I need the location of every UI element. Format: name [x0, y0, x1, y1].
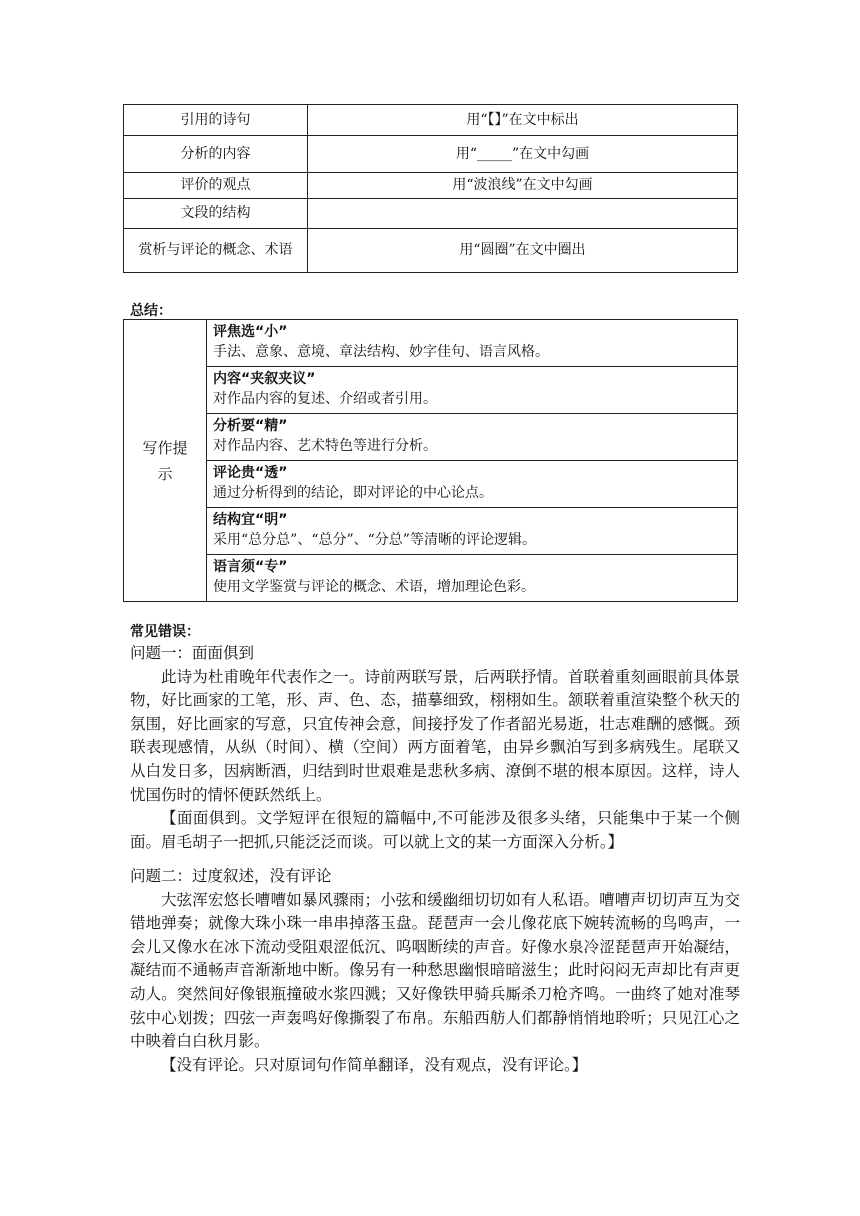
table-row [124, 367, 738, 414]
writing-tips-table [123, 319, 738, 602]
problem-two-body: 大弦浑宏悠长嘈嘈如暴风骤雨；小弦和缓幽细切切如有人私语。嘈嘈声切切声互为交错地弹奏；就像大珠小珠一串串掉落玉盘。琵琶声一会儿像花底下婉转流畅的鸟鸣声，一会儿又像水在冰下流动受阻艰涩低沉、呜咽断续的声音。好像水泉冷涩琵琶声开始凝结，凝结而不通畅声音渐渐地中断。像另有一种愁思幽恨暗暗滋生；此时闷闷无声却比有声更动人。突然间好像银瓶撞破水浆四溅；又好像铁甲骑兵厮杀刀枪齐鸣。一曲终了她对准琴弦中心划拨；四弦一声轰鸣好像撕裂了布帛。东船西舫人们都静悄悄地聆听；只见江心之中映着白白秋月影。 [130, 890, 740, 1051]
problem-one-body: 此诗为杜甫晚年代表作之一。诗前两联写景，后两联抒情。首联着重刻画眼前具体景物，好比画家的工笔，形、声、色、态，描摹细致，栩栩如生。颔联着重渲染整个秋天的氛围，好比画家的写意，只宜传神会意，间接抒发了作者韶光易逝，壮志难酬的感慨。颈联表现感情，从纵（时间）、横（空间）两方面着笔，由异乡飘泊写到多病残生。尾联又从白发日多，因病断酒，归结到时世艰难是悲秋多病、潦倒不堪的根本原因。这样，诗人忧国伤时的情怀便跃然纸上。 [130, 667, 740, 804]
table-row [124, 199, 738, 229]
table-cell-method: 用“_____”在文中勾画 [308, 136, 738, 173]
table-row [124, 461, 738, 508]
problem-one-section [130, 642, 740, 854]
tip-desc: 使用文学鉴赏与评论的概念、术语，增加理论色彩。 [213, 579, 535, 595]
table-row [124, 555, 738, 602]
table-cell-item: 引用的诗句 [124, 105, 308, 136]
table-cell-item: 评价的观点 [124, 173, 308, 199]
tip-desc: 通过分析得到的结论，即对评论的中心论点。 [213, 485, 493, 501]
tip-cell [207, 320, 738, 367]
tip-desc: 对作品内容的复述、介绍或者引用。 [213, 391, 437, 407]
table-cell-method: 用“圆圈”在文中圈出 [308, 229, 738, 273]
table-cell-method: 用“波浪线”在文中勾画 [308, 173, 738, 199]
table-cell-method [308, 199, 738, 229]
writing-tips-label-text: 写作提示 [142, 438, 188, 483]
table-row [124, 320, 738, 367]
annotation-method-table [123, 104, 738, 273]
table-row [124, 136, 738, 173]
tip-title: 语言须“专” [213, 559, 288, 575]
problem-two-section [130, 865, 740, 1077]
table-row [124, 229, 738, 273]
tip-title: 结构宜“明” [213, 512, 288, 528]
tip-title: 评论贵“透” [213, 465, 288, 481]
table-row [124, 414, 738, 461]
table-row [124, 105, 738, 136]
table-row [124, 173, 738, 199]
table-cell-item: 赏析与评论的概念、术语 [124, 229, 308, 273]
problem-two-comment: 【没有评论。只对原词句作简单翻译，没有观点，没有评论。】 [161, 1055, 588, 1074]
tip-cell [207, 461, 738, 508]
table-row [124, 508, 738, 555]
problem-one-title: 问题一：面面俱到 [130, 644, 255, 662]
problem-two-title: 问题二：过度叙述，没有评论 [130, 867, 332, 885]
tip-desc: 手法、意象、意境、章法结构、妙字佳句、语言风格。 [213, 344, 549, 360]
common-errors-heading: 常见错误： [130, 624, 200, 640]
table-cell-item: 文段的结构 [124, 199, 308, 229]
tip-cell [207, 508, 738, 555]
writing-tips-label [124, 320, 207, 602]
summary-heading: 总结： [130, 303, 172, 319]
tip-cell [207, 555, 738, 602]
tip-title: 评焦选“小” [213, 324, 288, 340]
tip-desc: 采用“总分总”、“总分”、“分总”等清晰的评论逻辑。 [213, 532, 536, 548]
tip-title: 分析要“精” [213, 418, 288, 434]
problem-one-comment: 【面面俱到。文学短评在很短的篇幅中,不可能涉及很多头绪，只能集中于某一个侧面。眉毛胡子一把抓,只能泛泛而谈。可以就上文的某一方面深入分析。】 [130, 809, 740, 851]
table-cell-method: 用“【】”在文中标出 [308, 105, 738, 136]
table-cell-item: 分析的内容 [124, 136, 308, 173]
tip-title: 内容“夹叙夹议” [213, 371, 316, 387]
tip-cell [207, 367, 738, 414]
tip-desc: 对作品内容、艺术特色等进行分析。 [213, 438, 437, 454]
tip-cell [207, 414, 738, 461]
